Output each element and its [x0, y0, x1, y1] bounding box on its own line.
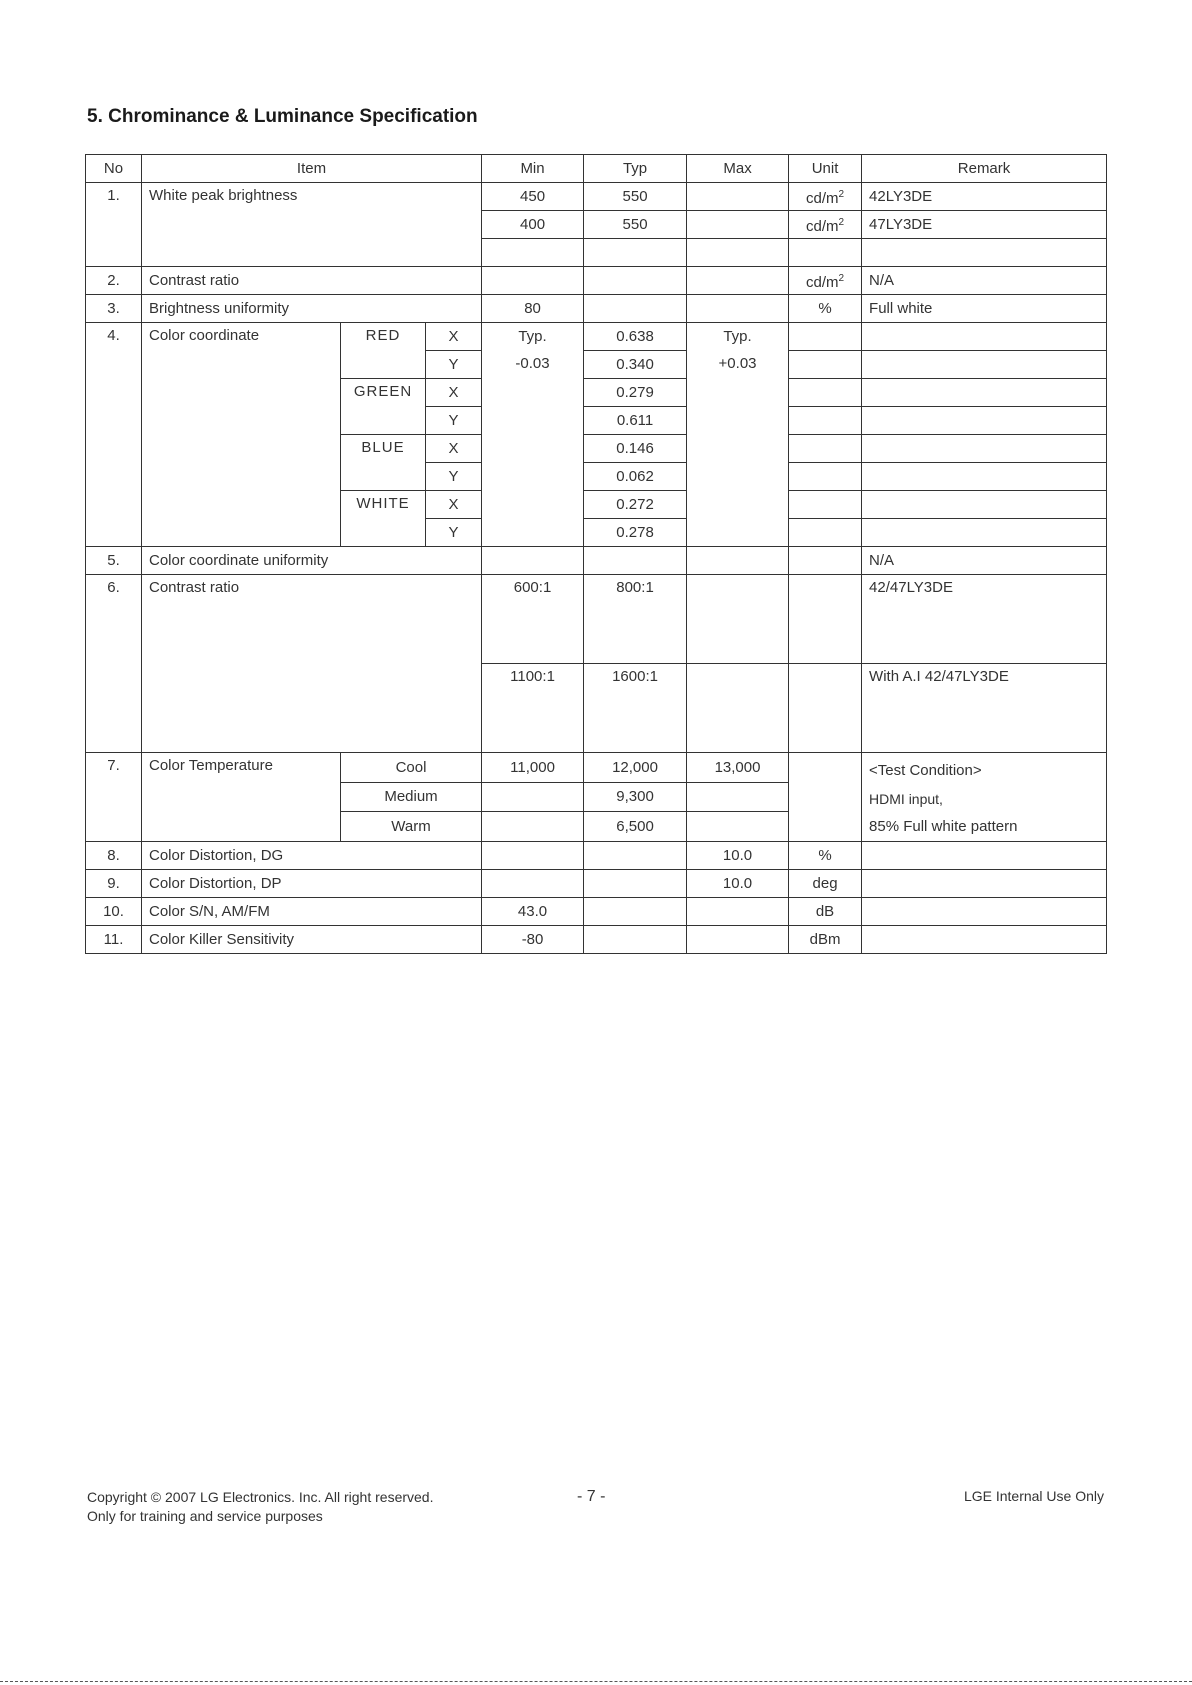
remark-value: 42LY3DE: [862, 183, 1107, 211]
typ-value: 0.146: [584, 435, 687, 463]
remark-line: HDMI input,: [869, 791, 943, 807]
header-unit: Unit: [789, 155, 862, 183]
row-item: Color Distortion, DG: [142, 842, 482, 870]
typ-value: [584, 842, 687, 870]
page-title: 5. Chrominance & Luminance Specification: [87, 106, 478, 127]
min-value: 43.0: [482, 898, 584, 926]
remark-value: [862, 435, 1107, 463]
typ-value: [584, 267, 687, 295]
row-no: 8.: [86, 842, 142, 870]
color-name: BLUE: [341, 435, 426, 491]
min-value: [482, 267, 584, 295]
unit-value: dB: [789, 898, 862, 926]
max-value: [687, 812, 789, 842]
remark-value: [862, 323, 1107, 351]
max-value: 13,000: [687, 753, 789, 783]
color-name: WHITE: [341, 491, 426, 547]
row-no: 3.: [86, 295, 142, 323]
remark-value: 42/47LY3DE: [862, 575, 1107, 664]
max-value: 10.0: [687, 870, 789, 898]
table-row: [86, 870, 1107, 898]
min-value: 1100:1: [482, 664, 584, 753]
typ-value: [584, 295, 687, 323]
purpose-text: Only for training and service purposes: [87, 1508, 323, 1524]
header-typ: Typ: [584, 155, 687, 183]
remark-value: N/A: [862, 267, 1107, 295]
typ-value: [584, 870, 687, 898]
min-value: [482, 782, 584, 812]
typ-value: 0.062: [584, 463, 687, 491]
typ-value: 1600:1: [584, 664, 687, 753]
typ-value: 6,500: [584, 812, 687, 842]
spec-table: [85, 154, 1107, 954]
typ-value: 0.340: [584, 351, 687, 379]
min-value: 450: [482, 183, 584, 211]
table-row: [86, 547, 1107, 575]
table-row: [86, 295, 1107, 323]
row-no: 2.: [86, 267, 142, 295]
typ-value: 0.638: [584, 323, 687, 351]
row-item: Color coordinate uniformity: [142, 547, 482, 575]
axis-label: X: [426, 491, 482, 519]
row-item: Contrast ratio: [142, 267, 482, 295]
max-value: [687, 782, 789, 812]
header-item: Item: [142, 155, 482, 183]
remark-value: With A.I 42/47LY3DE: [862, 664, 1107, 753]
unit-value: [789, 753, 862, 842]
temp-label: Cool: [341, 753, 482, 783]
table-row: [86, 575, 1107, 664]
remark-value: [862, 926, 1107, 954]
remark-value: [862, 753, 1107, 842]
empty-cell: [482, 239, 584, 267]
axis-label: Y: [426, 519, 482, 547]
typ-value: [584, 547, 687, 575]
unit-value: %: [789, 842, 862, 870]
temp-label: Medium: [341, 782, 482, 812]
remark-value: [862, 491, 1107, 519]
remark-value: [862, 898, 1107, 926]
unit-value: $cd/m^2$: [789, 183, 862, 211]
axis-label: Y: [426, 407, 482, 435]
max-value: [687, 547, 789, 575]
header-max: Max: [687, 155, 789, 183]
row-no: 1.: [86, 183, 142, 267]
axis-label: X: [426, 435, 482, 463]
unit-value: dBm: [789, 926, 862, 954]
min-value: [482, 812, 584, 842]
typ-value: 9,300: [584, 782, 687, 812]
remark-value: N/A: [862, 547, 1107, 575]
typ-value: 550: [584, 183, 687, 211]
min-value: -80: [482, 926, 584, 954]
min-value: 400: [482, 211, 584, 239]
remark-line: <Test Condition>: [869, 762, 982, 779]
row-no: 11.: [86, 926, 142, 954]
row-no: 10.: [86, 898, 142, 926]
unit-value: [789, 664, 862, 753]
axis-label: X: [426, 379, 482, 407]
remark-value: [862, 407, 1107, 435]
row-item: Color Killer Sensitivity: [142, 926, 482, 954]
remark-value: Full white: [862, 295, 1107, 323]
unit-value: [789, 351, 862, 379]
typ-value: 0.272: [584, 491, 687, 519]
empty-cell: [584, 239, 687, 267]
max-value: 10.0: [687, 842, 789, 870]
min-value: [482, 842, 584, 870]
unit-value: $cd/m^2$: [789, 211, 862, 239]
max-value: [687, 575, 789, 664]
min-value: 11,000: [482, 753, 584, 783]
row-item: Color Distortion, DP: [142, 870, 482, 898]
max-value: [687, 664, 789, 753]
empty-cell: [789, 239, 862, 267]
row-no: 6.: [86, 575, 142, 753]
empty-cell: [862, 239, 1107, 267]
min-value: 600:1: [482, 575, 584, 664]
remark-value: [862, 351, 1107, 379]
row-item: Brightness uniformity: [142, 295, 482, 323]
typ-value: [584, 926, 687, 954]
unit-value: deg: [789, 870, 862, 898]
row-item: White peak brightness: [142, 183, 482, 267]
row-no: 4.: [86, 323, 142, 547]
unit-value: [789, 575, 862, 664]
row-no: 9.: [86, 870, 142, 898]
unit-value: [789, 491, 862, 519]
row-no: 7.: [86, 753, 142, 842]
row-item: Color Temperature: [142, 753, 341, 842]
remark-value: [862, 842, 1107, 870]
header-row: [86, 155, 1107, 183]
unit-value: [789, 519, 862, 547]
row-no: 5.: [86, 547, 142, 575]
min-value: [482, 870, 584, 898]
table-row: [86, 323, 1107, 351]
min-value: 80: [482, 295, 584, 323]
max-value: [687, 267, 789, 295]
header-min: Min: [482, 155, 584, 183]
remark-value: [862, 870, 1107, 898]
color-name: RED: [341, 323, 426, 379]
min-value: [482, 547, 584, 575]
remark-value: 47LY3DE: [862, 211, 1107, 239]
remark-value: [862, 519, 1107, 547]
header-remark: Remark: [862, 155, 1107, 183]
typ-value: 0.611: [584, 407, 687, 435]
remark-value: [862, 379, 1107, 407]
typ-value: 0.278: [584, 519, 687, 547]
table-row: [86, 183, 1107, 211]
row-item: Contrast ratio: [142, 575, 482, 753]
row-item: Color coordinate: [142, 323, 341, 547]
max-value: +0.03: [687, 351, 789, 547]
typ-value: [584, 898, 687, 926]
min-value: Typ.: [482, 323, 584, 351]
empty-cell: [687, 239, 789, 267]
table-row: [86, 842, 1107, 870]
max-value: Typ.: [687, 323, 789, 351]
table-row: [86, 267, 1107, 295]
table-row: [86, 753, 1107, 783]
unit-value: [789, 407, 862, 435]
table-row: [86, 926, 1107, 954]
typ-value: 550: [584, 211, 687, 239]
header-no: No: [86, 155, 142, 183]
axis-label: Y: [426, 351, 482, 379]
unit-value: [789, 463, 862, 491]
temp-label: Warm: [341, 812, 482, 842]
axis-label: Y: [426, 463, 482, 491]
row-item: Color S/N, AM/FM: [142, 898, 482, 926]
axis-label: X: [426, 323, 482, 351]
internal-use-label: LGE Internal Use Only: [963, 1488, 1104, 1504]
unit-value: [789, 379, 862, 407]
max-value: [687, 295, 789, 323]
max-value: [687, 926, 789, 954]
unit-value: [789, 547, 862, 575]
max-value: [687, 183, 789, 211]
max-value: [687, 211, 789, 239]
footer-left: [87, 1488, 433, 1526]
min-value: -0.03: [482, 351, 584, 547]
typ-value: 12,000: [584, 753, 687, 783]
remark-value: [862, 463, 1107, 491]
color-name: GREEN: [341, 379, 426, 435]
unit-value: [789, 323, 862, 351]
max-value: [687, 898, 789, 926]
typ-value: 0.279: [584, 379, 687, 407]
unit-value: $cd/m^2$: [789, 267, 862, 295]
copyright-text: Copyright © 2007 LG Electronics. Inc. All right reserved.: [87, 1489, 434, 1505]
page-edge-divider: [0, 1681, 1192, 1682]
page-number: - 7 -: [577, 1488, 606, 1505]
table-row: [86, 898, 1107, 926]
unit-value: %: [789, 295, 862, 323]
remark-line: 85% Full white pattern: [869, 818, 1018, 835]
typ-value: 800:1: [584, 575, 687, 664]
unit-value: [789, 435, 862, 463]
